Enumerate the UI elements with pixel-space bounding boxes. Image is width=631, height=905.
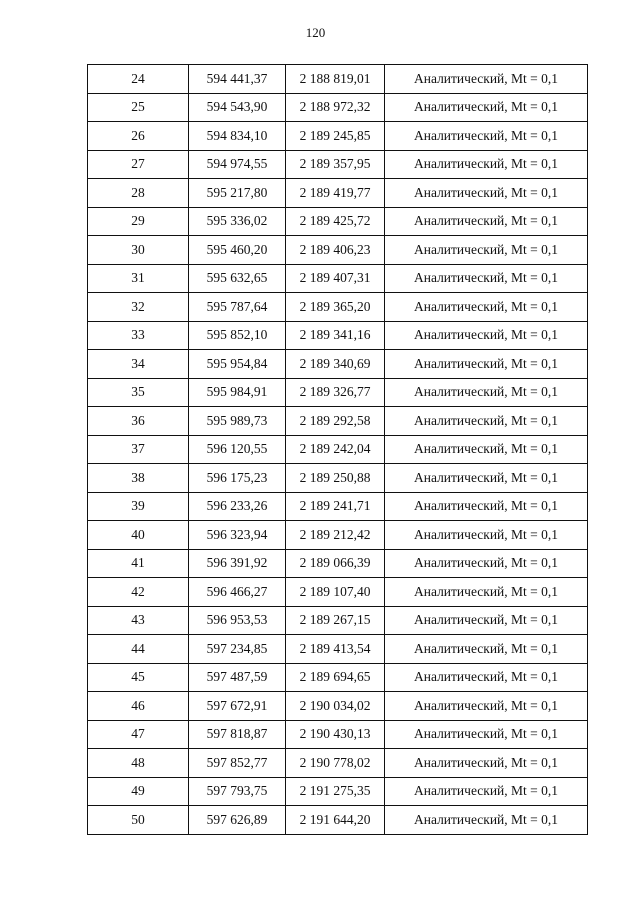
x-coordinate-cell: 595 336,02	[189, 207, 286, 236]
table-row	[88, 378, 588, 407]
point-number-cell: 43	[88, 606, 189, 635]
point-number-cell: 47	[88, 720, 189, 749]
y-coordinate-cell: 2 189 425,72	[286, 207, 385, 236]
table-row	[88, 122, 588, 151]
method-cell: Аналитический, Mt = 0,1	[385, 606, 588, 635]
point-number-cell: 42	[88, 578, 189, 607]
point-number-cell: 45	[88, 663, 189, 692]
point-number-cell: 31	[88, 264, 189, 293]
point-number-cell: 27	[88, 150, 189, 179]
y-coordinate-cell: 2 189 340,69	[286, 350, 385, 379]
table-row	[88, 93, 588, 122]
y-coordinate-cell: 2 190 430,13	[286, 720, 385, 749]
point-number-cell: 36	[88, 407, 189, 436]
table-row	[88, 350, 588, 379]
x-coordinate-cell: 595 984,91	[189, 378, 286, 407]
table-row	[88, 179, 588, 208]
point-number-cell: 33	[88, 321, 189, 350]
x-coordinate-cell: 595 787,64	[189, 293, 286, 322]
table-row	[88, 521, 588, 550]
point-number-cell: 39	[88, 492, 189, 521]
x-coordinate-cell: 597 852,77	[189, 749, 286, 778]
y-coordinate-cell: 2 189 250,88	[286, 464, 385, 493]
coordinates-table-body	[88, 65, 588, 835]
point-number-cell: 41	[88, 549, 189, 578]
x-coordinate-cell: 594 441,37	[189, 65, 286, 94]
point-number-cell: 46	[88, 692, 189, 721]
x-coordinate-cell: 596 466,27	[189, 578, 286, 607]
x-coordinate-cell: 595 954,84	[189, 350, 286, 379]
method-cell: Аналитический, Mt = 0,1	[385, 350, 588, 379]
table-row	[88, 236, 588, 265]
x-coordinate-cell: 595 989,73	[189, 407, 286, 436]
y-coordinate-cell: 2 189 357,95	[286, 150, 385, 179]
table-row	[88, 578, 588, 607]
x-coordinate-cell: 596 175,23	[189, 464, 286, 493]
table-row	[88, 407, 588, 436]
method-cell: Аналитический, Mt = 0,1	[385, 122, 588, 151]
y-coordinate-cell: 2 190 778,02	[286, 749, 385, 778]
method-cell: Аналитический, Mt = 0,1	[385, 492, 588, 521]
method-cell: Аналитический, Mt = 0,1	[385, 65, 588, 94]
y-coordinate-cell: 2 189 241,71	[286, 492, 385, 521]
coordinates-table	[87, 64, 588, 835]
table-row	[88, 549, 588, 578]
table-row	[88, 635, 588, 664]
point-number-cell: 38	[88, 464, 189, 493]
x-coordinate-cell: 594 974,55	[189, 150, 286, 179]
x-coordinate-cell: 594 543,90	[189, 93, 286, 122]
x-coordinate-cell: 595 852,10	[189, 321, 286, 350]
y-coordinate-cell: 2 189 107,40	[286, 578, 385, 607]
x-coordinate-cell: 597 487,59	[189, 663, 286, 692]
x-coordinate-cell: 596 323,94	[189, 521, 286, 550]
point-number-cell: 35	[88, 378, 189, 407]
y-coordinate-cell: 2 189 292,58	[286, 407, 385, 436]
method-cell: Аналитический, Mt = 0,1	[385, 663, 588, 692]
table-row	[88, 692, 588, 721]
method-cell: Аналитический, Mt = 0,1	[385, 464, 588, 493]
y-coordinate-cell: 2 189 267,15	[286, 606, 385, 635]
point-number-cell: 29	[88, 207, 189, 236]
y-coordinate-cell: 2 189 326,77	[286, 378, 385, 407]
method-cell: Аналитический, Mt = 0,1	[385, 378, 588, 407]
table-row	[88, 435, 588, 464]
table-row	[88, 150, 588, 179]
point-number-cell: 44	[88, 635, 189, 664]
x-coordinate-cell: 596 120,55	[189, 435, 286, 464]
table-row	[88, 606, 588, 635]
y-coordinate-cell: 2 189 341,16	[286, 321, 385, 350]
y-coordinate-cell: 2 188 819,01	[286, 65, 385, 94]
table-row	[88, 321, 588, 350]
y-coordinate-cell: 2 189 242,04	[286, 435, 385, 464]
x-coordinate-cell: 596 391,92	[189, 549, 286, 578]
table-row	[88, 65, 588, 94]
y-coordinate-cell: 2 189 212,42	[286, 521, 385, 550]
table-row	[88, 464, 588, 493]
x-coordinate-cell: 595 632,65	[189, 264, 286, 293]
point-number-cell: 30	[88, 236, 189, 265]
method-cell: Аналитический, Mt = 0,1	[385, 806, 588, 835]
table-row	[88, 207, 588, 236]
y-coordinate-cell: 2 189 694,65	[286, 663, 385, 692]
table-row	[88, 663, 588, 692]
method-cell: Аналитический, Mt = 0,1	[385, 635, 588, 664]
method-cell: Аналитический, Mt = 0,1	[385, 749, 588, 778]
y-coordinate-cell: 2 189 419,77	[286, 179, 385, 208]
table-row	[88, 720, 588, 749]
point-number-cell: 25	[88, 93, 189, 122]
point-number-cell: 48	[88, 749, 189, 778]
method-cell: Аналитический, Mt = 0,1	[385, 179, 588, 208]
x-coordinate-cell: 595 460,20	[189, 236, 286, 265]
x-coordinate-cell: 597 793,75	[189, 777, 286, 806]
y-coordinate-cell: 2 191 644,20	[286, 806, 385, 835]
method-cell: Аналитический, Mt = 0,1	[385, 150, 588, 179]
method-cell: Аналитический, Mt = 0,1	[385, 521, 588, 550]
page-number: 120	[305, 25, 326, 40]
point-number-cell: 24	[88, 65, 189, 94]
point-number-cell: 49	[88, 777, 189, 806]
table-row	[88, 749, 588, 778]
method-cell: Аналитический, Mt = 0,1	[385, 720, 588, 749]
method-cell: Аналитический, Mt = 0,1	[385, 549, 588, 578]
table-row	[88, 264, 588, 293]
x-coordinate-cell: 595 217,80	[189, 179, 286, 208]
table-row	[88, 777, 588, 806]
y-coordinate-cell: 2 189 245,85	[286, 122, 385, 151]
point-number-cell: 40	[88, 521, 189, 550]
method-cell: Аналитический, Mt = 0,1	[385, 692, 588, 721]
x-coordinate-cell: 597 672,91	[189, 692, 286, 721]
point-number-cell: 37	[88, 435, 189, 464]
method-cell: Аналитический, Mt = 0,1	[385, 578, 588, 607]
method-cell: Аналитический, Mt = 0,1	[385, 435, 588, 464]
point-number-cell: 34	[88, 350, 189, 379]
point-number-cell: 50	[88, 806, 189, 835]
y-coordinate-cell: 2 189 407,31	[286, 264, 385, 293]
y-coordinate-cell: 2 191 275,35	[286, 777, 385, 806]
table-row	[88, 293, 588, 322]
x-coordinate-cell: 597 818,87	[189, 720, 286, 749]
method-cell: Аналитический, Mt = 0,1	[385, 407, 588, 436]
method-cell: Аналитический, Mt = 0,1	[385, 293, 588, 322]
x-coordinate-cell: 596 953,53	[189, 606, 286, 635]
table-row	[88, 806, 588, 835]
method-cell: Аналитический, Mt = 0,1	[385, 236, 588, 265]
method-cell: Аналитический, Mt = 0,1	[385, 93, 588, 122]
x-coordinate-cell: 594 834,10	[189, 122, 286, 151]
y-coordinate-cell: 2 189 066,39	[286, 549, 385, 578]
method-cell: Аналитический, Mt = 0,1	[385, 264, 588, 293]
point-number-cell: 32	[88, 293, 189, 322]
point-number-cell: 26	[88, 122, 189, 151]
y-coordinate-cell: 2 188 972,32	[286, 93, 385, 122]
method-cell: Аналитический, Mt = 0,1	[385, 777, 588, 806]
point-number-cell: 28	[88, 179, 189, 208]
y-coordinate-cell: 2 190 034,02	[286, 692, 385, 721]
x-coordinate-cell: 596 233,26	[189, 492, 286, 521]
y-coordinate-cell: 2 189 413,54	[286, 635, 385, 664]
y-coordinate-cell: 2 189 406,23	[286, 236, 385, 265]
table-row	[88, 492, 588, 521]
method-cell: Аналитический, Mt = 0,1	[385, 207, 588, 236]
method-cell: Аналитический, Mt = 0,1	[385, 321, 588, 350]
x-coordinate-cell: 597 234,85	[189, 635, 286, 664]
y-coordinate-cell: 2 189 365,20	[286, 293, 385, 322]
x-coordinate-cell: 597 626,89	[189, 806, 286, 835]
